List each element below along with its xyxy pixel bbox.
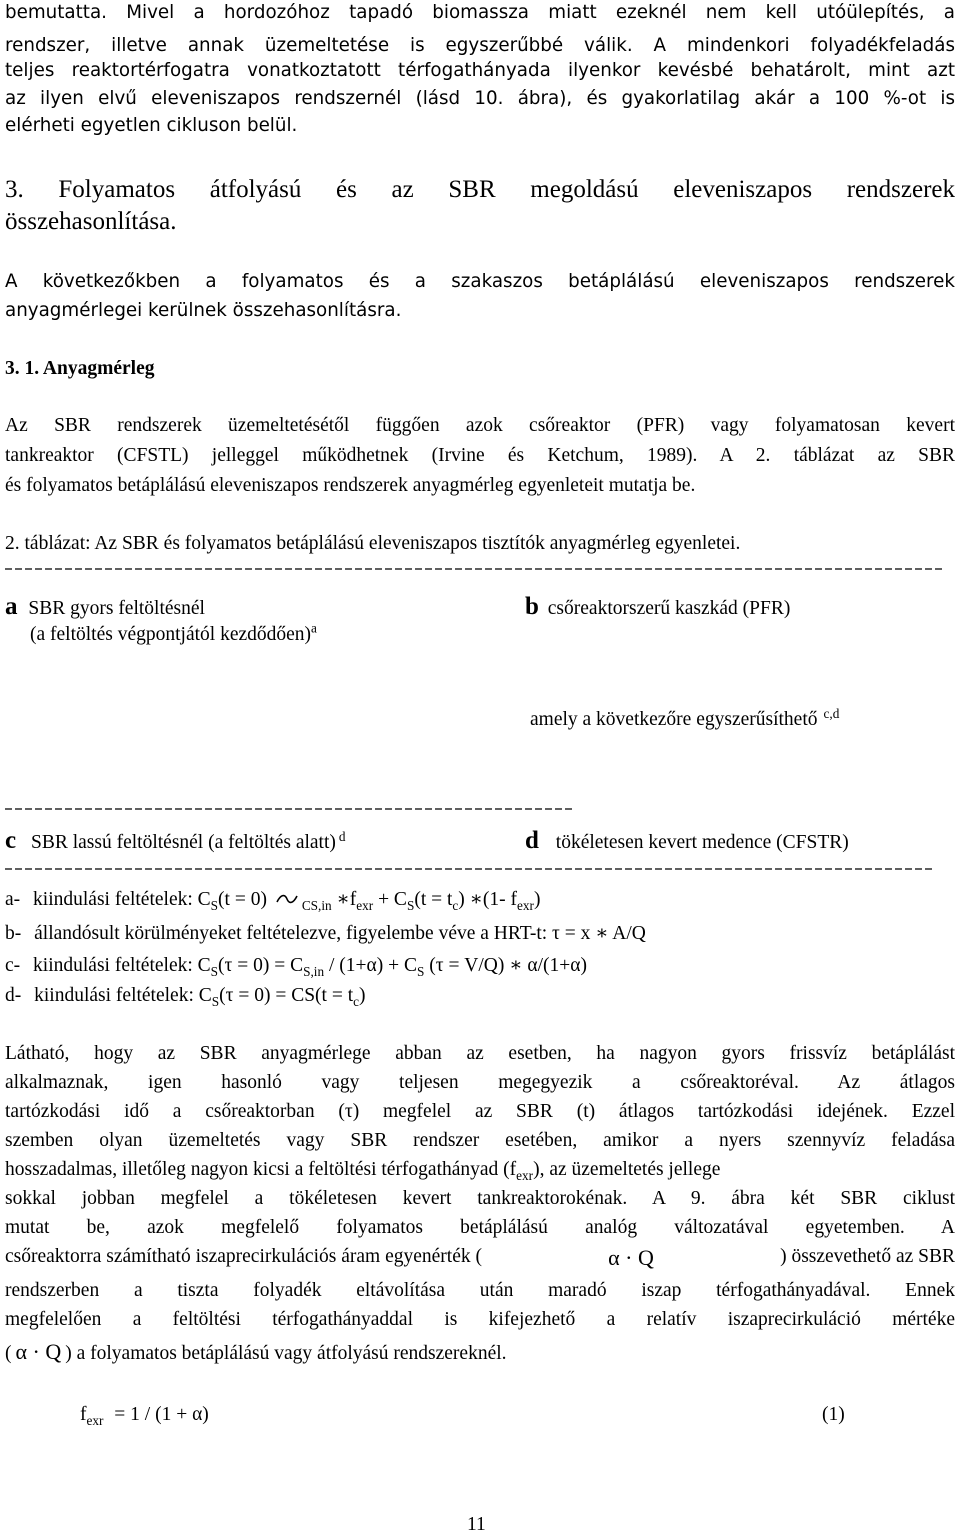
item-letter: d xyxy=(525,827,539,854)
footnote-text: ) xyxy=(533,889,541,910)
page-number: 11 xyxy=(467,1514,486,1535)
footnote-text: + C xyxy=(378,889,407,910)
item-letter: a xyxy=(5,593,18,620)
paragraph-line: Látható, hogy az SBR anyagmérlege abban az esetben, ha nagyon gyors frissvíz betáplálást xyxy=(5,1043,955,1064)
alpha-q-expression: α · Q xyxy=(15,1339,62,1364)
footnote-text: kiindulási feltételek: C xyxy=(33,889,211,910)
table-item-a-sub xyxy=(30,620,317,646)
line-text: csőreaktorra számítható iszaprecirkulációs áram egyenérték ( xyxy=(5,1246,482,1267)
paragraph-line: alkalmaznak, igen hasonló vagy teljesen megegyezik a csőreaktoréval. Az átlagos xyxy=(5,1072,955,1093)
subscript: S xyxy=(210,963,219,979)
footnote-text: (τ = V/Q) ∗ α/(1+α) xyxy=(429,955,587,976)
subscript: S xyxy=(210,897,219,913)
paragraph-line: az ilyen elvű eleveniszapos rendszernél (lásd 10. ábra), és gyakorlatilag akár a 100 %-ot is xyxy=(5,88,955,109)
paragraph-line: rendszer, illetve annak üzemeltetése is egyszerűbbé válik. A mindenkori folyadékfeladás xyxy=(5,35,955,56)
footnote-d xyxy=(5,984,366,1007)
paragraph-line: rendszerben a tiszta folyadék eltávolítása után maradó iszap térfogathányadával. Ennek xyxy=(5,1280,955,1301)
footnote-text: kiindulási feltételek: C xyxy=(34,985,212,1006)
equation xyxy=(80,1403,209,1426)
table-item-a xyxy=(5,592,205,622)
paragraph-line: Az SBR rendszerek üzemeltetésétől függően azok csőreaktor (PFR) vagy folyamatosan kevert xyxy=(5,415,955,436)
item-letter: c xyxy=(5,827,17,854)
footnote-text: ∗f xyxy=(336,889,357,910)
footnote-marker: a xyxy=(311,620,317,636)
section-heading-cont: összehasonlítása. xyxy=(5,208,177,235)
paragraph-line: bemutatta. Mivel a hordozóhoz tapadó biomassza miatt ezeknél nem kell utóülepítés, a xyxy=(5,2,955,23)
item-letter: b xyxy=(525,593,539,620)
equation-number: (1) xyxy=(822,1404,845,1425)
footnote-text: / (1+α) + C xyxy=(328,955,417,976)
footnote-label: d- xyxy=(5,985,22,1006)
line-text: ) összevethető az SBR xyxy=(780,1246,955,1267)
dashed-divider xyxy=(5,798,573,821)
dashed-divider xyxy=(5,858,935,881)
alpha-q-expression: α · Q xyxy=(608,1245,654,1270)
paragraph-line xyxy=(5,1339,507,1365)
paragraph-line: elérheti egyetlen cikluson belül. xyxy=(5,115,298,136)
footnote-text: (t = 0) xyxy=(218,889,267,910)
table-caption: 2. táblázat: Az SBR és folyamatos betáplálású eleveniszapos tisztítók anyagmérleg egyenletei. xyxy=(5,533,741,554)
footnote-label: c- xyxy=(5,955,21,976)
item-text: SBR lassú feltöltésnél (a feltöltés alatt) xyxy=(30,832,336,853)
footnote-text: kiindulási feltételek: C xyxy=(33,955,211,976)
subscript: c xyxy=(353,993,360,1009)
subscript: S xyxy=(406,897,415,913)
section-heading: 3. Folyamatos átfolyású és az SBR megoldású eleveniszapos rendszerek xyxy=(5,176,955,203)
paragraph-line: tartózkodási idő a csőreaktorban (τ) megfelel az SBR (t) átlagos tartózkodási idejének. Ezzel xyxy=(5,1101,955,1122)
table-item-b xyxy=(525,592,790,622)
subscript: exr xyxy=(517,897,534,913)
footnote-a xyxy=(5,888,540,911)
paragraph-line: teljes reaktortérfogatra vonatkoztatott térfogathányada ilyenkor kevésbé behatárolt, mint azt xyxy=(5,60,955,81)
item-note: amely a következőre egyszerűsíthető xyxy=(530,709,818,730)
item-subtext: (a feltöltés végpontjától kezdődően) xyxy=(30,624,312,645)
subsection-heading: 3. 1. Anyagmérleg xyxy=(5,358,155,379)
footnote-text: ) ∗(1- f xyxy=(458,889,518,910)
footnote-text: állandósult körülményeket feltételezve, figyelembe véve a HRT-t: τ = x ∗ A/Q xyxy=(34,923,646,944)
table-item-b-note xyxy=(530,705,840,731)
paragraph-line xyxy=(5,1245,955,1271)
line-text: ), az üzemeltetés jellege xyxy=(533,1159,721,1180)
footnote-text: ) xyxy=(359,985,366,1006)
subscript: exr xyxy=(86,1412,104,1428)
footnote-label: a- xyxy=(5,889,21,910)
paragraph-line xyxy=(5,1158,955,1181)
subscript: S xyxy=(416,963,425,979)
item-text: SBR gyors feltöltésnél xyxy=(28,598,205,619)
subscript: S xyxy=(211,993,220,1009)
item-text: tökéletesen kevert medence (CFSTR) xyxy=(555,832,849,853)
paragraph-line: A következőkben a folyamatos és a szakaszos betáplálású eleveniszapos rendszerek xyxy=(5,271,955,292)
paragraph-line: anyagmérlegei kerülnek összehasonlításra. xyxy=(5,300,402,321)
dashed-divider xyxy=(5,558,945,581)
paragraph-line: sokkal jobban megfelel a tökéletesen kevert tankreaktorokénak. A 9. ábra két SBR ciklust xyxy=(5,1188,955,1209)
footnote-text: (τ = 0) = C xyxy=(218,955,304,976)
footnote-b xyxy=(5,922,646,945)
paragraph-line: mutat be, azok megfelelő folyamatos betáplálású analóg változatával egyetemben. A xyxy=(5,1217,955,1238)
footnote-text: (τ = 0) = CS(t = t xyxy=(219,985,354,1006)
item-text: csőreaktorszerű kaszkád (PFR) xyxy=(547,598,791,619)
subscript: CS,in xyxy=(301,897,332,913)
footnote-label: b- xyxy=(5,923,22,944)
table-item-d xyxy=(525,826,849,856)
subscript: exr xyxy=(516,1167,534,1183)
paragraph-line: és folyamatos betáplálású eleveniszapos rendszerek anyagmérleg egyenleteit mutatja be. xyxy=(5,475,696,496)
footnote-c xyxy=(5,954,587,977)
line-text: hosszadalmas, illetőleg nagyon kicsi a feltöltési térfogathányad (f xyxy=(5,1159,517,1180)
subscript: exr xyxy=(356,897,374,913)
footnote-marker: d xyxy=(338,828,346,844)
paragraph-line: szemben olyan üzemeltetés vagy SBR rendszer esetében, amikor a nyers szennyvíz feladása xyxy=(5,1130,955,1151)
table-item-c xyxy=(5,826,346,856)
paragraph-line: tankreaktor (CFSTL) jelleggel működhetnek (Irvine és Ketchum, 1989). A 2. táblázat az SBR xyxy=(5,445,955,466)
subscript: S,in xyxy=(303,963,325,979)
approx-icon xyxy=(276,888,298,911)
subscript: c xyxy=(452,897,459,913)
paragraph-line: megfelelően a feltöltési térfogathányaddal is kifejezhető a relatív iszaprecirkuláció mértéke xyxy=(5,1309,955,1330)
line-text: ) a folyamatos betáplálású vagy átfolyású rendszereknél. xyxy=(65,1343,507,1364)
equation-rhs: = 1 / (1 + α) xyxy=(114,1404,209,1425)
line-text: ( xyxy=(5,1343,12,1364)
footnote-marker: c,d xyxy=(823,705,840,721)
line-part xyxy=(5,1158,720,1181)
footnote-text: (t = t xyxy=(414,889,453,910)
equation-lhs: f xyxy=(80,1404,87,1425)
